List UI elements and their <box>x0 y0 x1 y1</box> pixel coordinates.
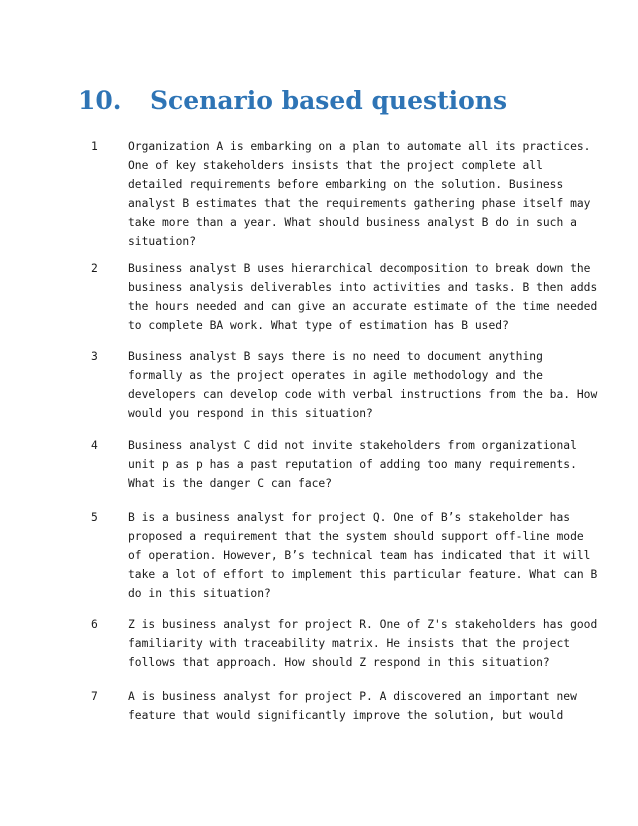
question-line: of operation. However, B’s technical team has indicated that it will <box>128 549 591 562</box>
question-line: Business analyst B uses hierarchical decomposition to break down the <box>128 262 591 275</box>
question-text <box>128 508 598 603</box>
question-number: 6 <box>91 618 98 631</box>
question-item <box>78 687 577 725</box>
question-line: situation? <box>128 235 197 248</box>
question-text <box>128 259 598 335</box>
question-line: What is the danger C can face? <box>128 477 333 490</box>
question-line: formally as the project operates in agile methodology and the <box>128 369 543 382</box>
question-line: follows that approach. How should Z respond in this situation? <box>128 656 550 669</box>
question-line: Business analyst C did not invite stakeholders from organizational <box>128 439 577 452</box>
question-number: 1 <box>91 140 98 153</box>
section-title: Scenario based questions <box>150 86 508 115</box>
question-line: Business analyst B says there is no need to document anything <box>128 350 543 363</box>
question-item <box>78 259 598 335</box>
question-line: proposed a requirement that the system should support off-line mode <box>128 530 584 543</box>
section-heading <box>78 86 507 126</box>
question-text <box>128 347 598 423</box>
question-text <box>128 137 591 251</box>
question-line: developers can develop code with verbal instructions from the ba. How <box>128 388 598 401</box>
question-number: 7 <box>91 690 98 703</box>
question-number: 5 <box>91 511 98 524</box>
question-line: detailed requirements before embarking on the solution. Business <box>128 178 564 191</box>
question-line: familiarity with traceability matrix. He insists that the project <box>128 637 571 650</box>
question-text <box>128 687 577 725</box>
question-item <box>78 436 577 493</box>
question-line: do in this situation? <box>128 587 271 600</box>
question-line: take a lot of effort to implement this particular feature. What can B <box>128 568 598 581</box>
question-line: Z is business analyst for project R. One of Z's stakeholders has good <box>128 618 598 631</box>
question-item <box>78 508 598 603</box>
section-number: 10. <box>78 86 122 115</box>
question-text <box>128 615 598 672</box>
question-line: the hours needed and can give an accurate estimate of the time needed <box>128 300 598 313</box>
question-number: 3 <box>91 350 98 363</box>
question-line: B is a business analyst for project Q. One of B’s stakeholder has <box>128 511 571 524</box>
question-line: Organization A is embarking on a plan to automate all its practices. <box>128 140 591 153</box>
question-line: analyst B estimates that the requirements gathering phase itself may <box>128 197 591 210</box>
question-line: unit p as p has a past reputation of adding too many requirements. <box>128 458 577 471</box>
question-item <box>78 347 598 423</box>
question-item <box>78 137 591 251</box>
question-line: A is business analyst for project P. A discovered an important new <box>128 690 577 703</box>
question-line: One of key stakeholders insists that the project complete all <box>128 159 543 172</box>
question-text <box>128 436 577 493</box>
question-line: to complete BA work. What type of estimation has B used? <box>128 319 509 332</box>
question-number: 2 <box>91 262 98 275</box>
question-line: feature that would significantly improve the solution, but would <box>128 709 564 722</box>
question-number: 4 <box>91 439 98 452</box>
question-line: business analysis deliverables into activities and tasks. B then adds <box>128 281 598 294</box>
question-line: would you respond in this situation? <box>128 407 373 420</box>
question-item <box>78 615 598 672</box>
question-line: take more than a year. What should business analyst B do in such a <box>128 216 577 229</box>
